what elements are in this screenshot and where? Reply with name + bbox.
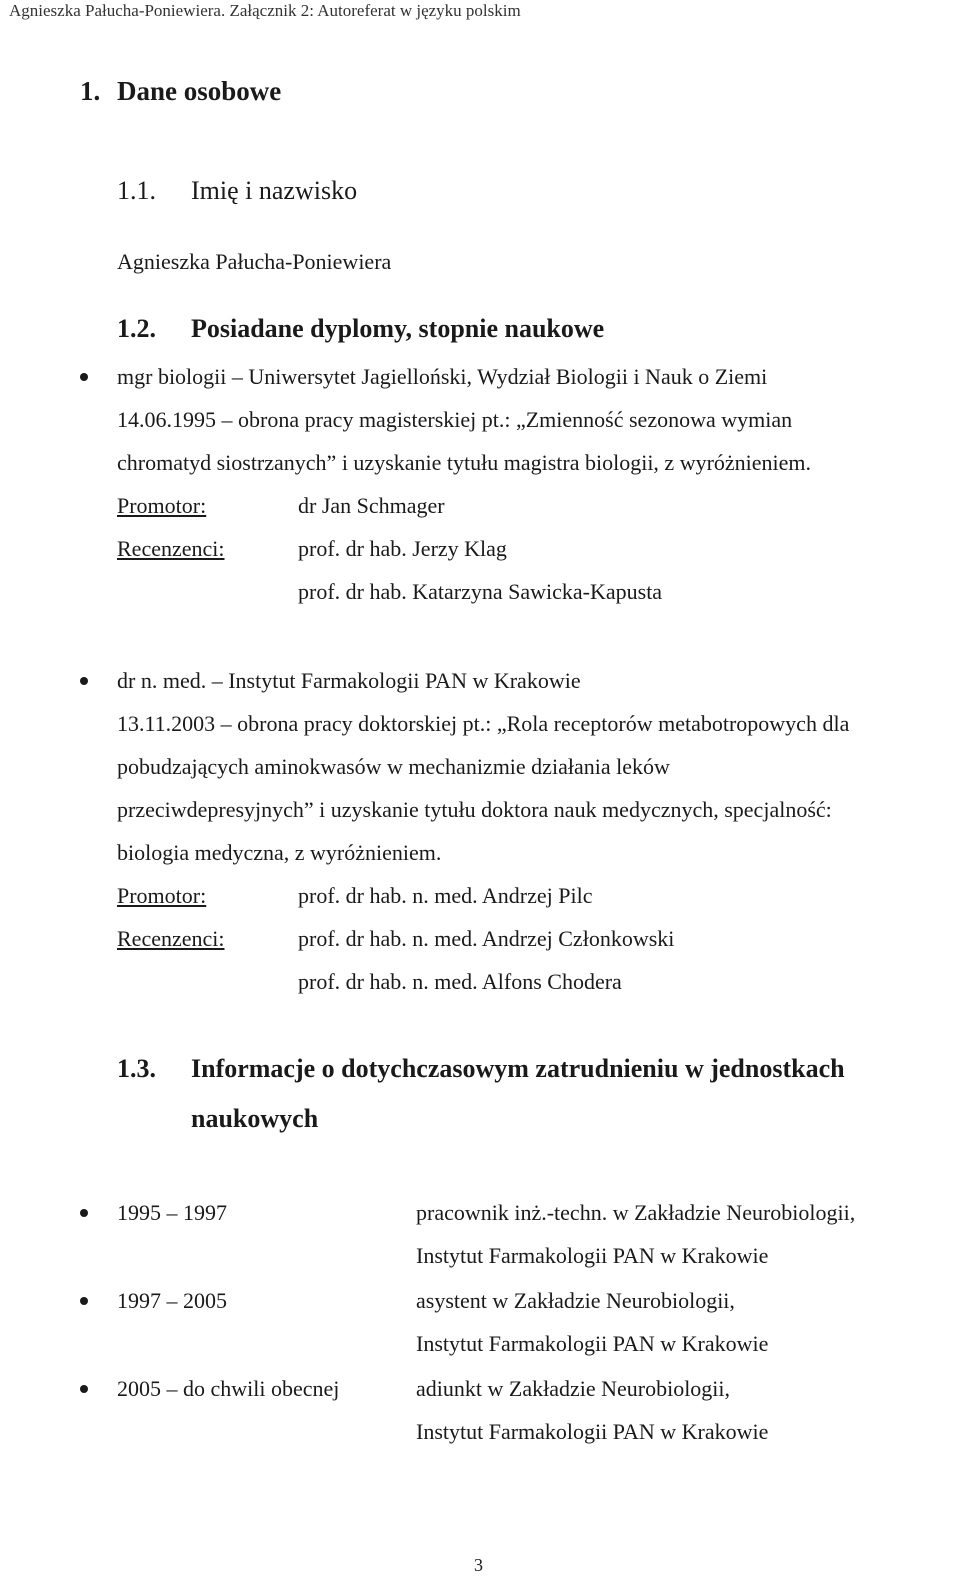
- bullet-icon: [80, 373, 88, 381]
- section-1-number: 1.: [80, 76, 101, 106]
- phd-reviewers-label: Recenzenci:: [117, 926, 225, 951]
- phd-promotor-label: Promotor:: [117, 883, 207, 908]
- job-3-line-1: adiunkt w Zakładzie Neurobiologii,: [416, 1376, 731, 1401]
- job-1-period: 1995 – 1997: [117, 1200, 227, 1225]
- bullet-icon: [80, 1209, 88, 1217]
- phd-line-5: biologia medyczna, z wyróżnieniem.: [117, 840, 442, 865]
- masters-reviewers-label: Recenzenci:: [117, 536, 225, 561]
- masters-line-1: mgr biologii – Uniwersytet Jagielloński, Wydział Biologii i Nauk o Ziemi: [117, 364, 768, 389]
- phd-line-4: przeciwdepresyjnych” i uzyskanie tytułu doktora nauk medycznych, specjalność:: [117, 797, 832, 822]
- section-1-3-number: 1.3.: [117, 1054, 156, 1083]
- masters-line-2: 14.06.1995 – obrona pracy magisterskiej pt.: „Zmienność sezonowa wymian: [117, 407, 793, 432]
- masters-promotor: dr Jan Schmager: [298, 493, 445, 518]
- section-1-1-number: 1.1.: [117, 176, 156, 205]
- job-2-line-1: asystent w Zakładzie Neurobiologii,: [416, 1288, 735, 1313]
- section-1-2-title: Posiadane dyplomy, stopnie naukowe: [191, 314, 605, 343]
- phd-line-3: pobudzających aminokwasów w mechanizmie działania leków: [117, 754, 670, 779]
- bullet-icon: [80, 1385, 88, 1393]
- masters-line-3: chromatyd siostrzanych” i uzyskanie tytułu magistra biologii, z wyróżnieniem.: [117, 450, 812, 475]
- masters-reviewer-2: prof. dr hab. Katarzyna Sawicka-Kapusta: [298, 579, 663, 604]
- phd-reviewer-2: prof. dr hab. n. med. Alfons Chodera: [298, 969, 622, 994]
- job-2-period: 1997 – 2005: [117, 1288, 227, 1313]
- section-1-2-number: 1.2.: [117, 314, 156, 343]
- page-header: Agnieszka Pałucha-Poniewiera. Załącznik 2: Autoreferat w języku polskim: [9, 1, 521, 20]
- section-1-title: Dane osobowe: [117, 76, 282, 106]
- bullet-icon: [80, 677, 88, 685]
- phd-line-1: dr n. med. – Instytut Farmakologii PAN w Krakowie: [117, 668, 581, 693]
- job-1-line-2: Instytut Farmakologii PAN w Krakowie: [416, 1243, 769, 1268]
- job-1-line-1: pracownik inż.-techn. w Zakładzie Neurobiologii,: [416, 1200, 856, 1225]
- page-number: 3: [474, 1555, 483, 1575]
- section-1-3-title-line-1: Informacje o dotychczasowym zatrudnieniu w jednostkach: [191, 1054, 845, 1083]
- section-1-1-title: Imię i nazwisko: [191, 176, 358, 205]
- phd-line-2: 13.11.2003 – obrona pracy doktorskiej pt.: „Rola receptorów metabotropowych dla: [117, 711, 850, 736]
- masters-promotor-label: Promotor:: [117, 493, 207, 518]
- bullet-icon: [80, 1297, 88, 1305]
- job-2-line-2: Instytut Farmakologii PAN w Krakowie: [416, 1331, 769, 1356]
- job-3-line-2: Instytut Farmakologii PAN w Krakowie: [416, 1419, 769, 1444]
- full-name: Agnieszka Pałucha-Poniewiera: [117, 249, 392, 274]
- phd-promotor: prof. dr hab. n. med. Andrzej Pilc: [298, 883, 593, 908]
- job-3-period: 2005 – do chwili obecnej: [117, 1376, 340, 1401]
- phd-reviewer-1: prof. dr hab. n. med. Andrzej Członkowski: [298, 926, 675, 951]
- masters-reviewer-1: prof. dr hab. Jerzy Klag: [298, 536, 507, 561]
- section-1-3-title-line-2: naukowych: [191, 1104, 319, 1133]
